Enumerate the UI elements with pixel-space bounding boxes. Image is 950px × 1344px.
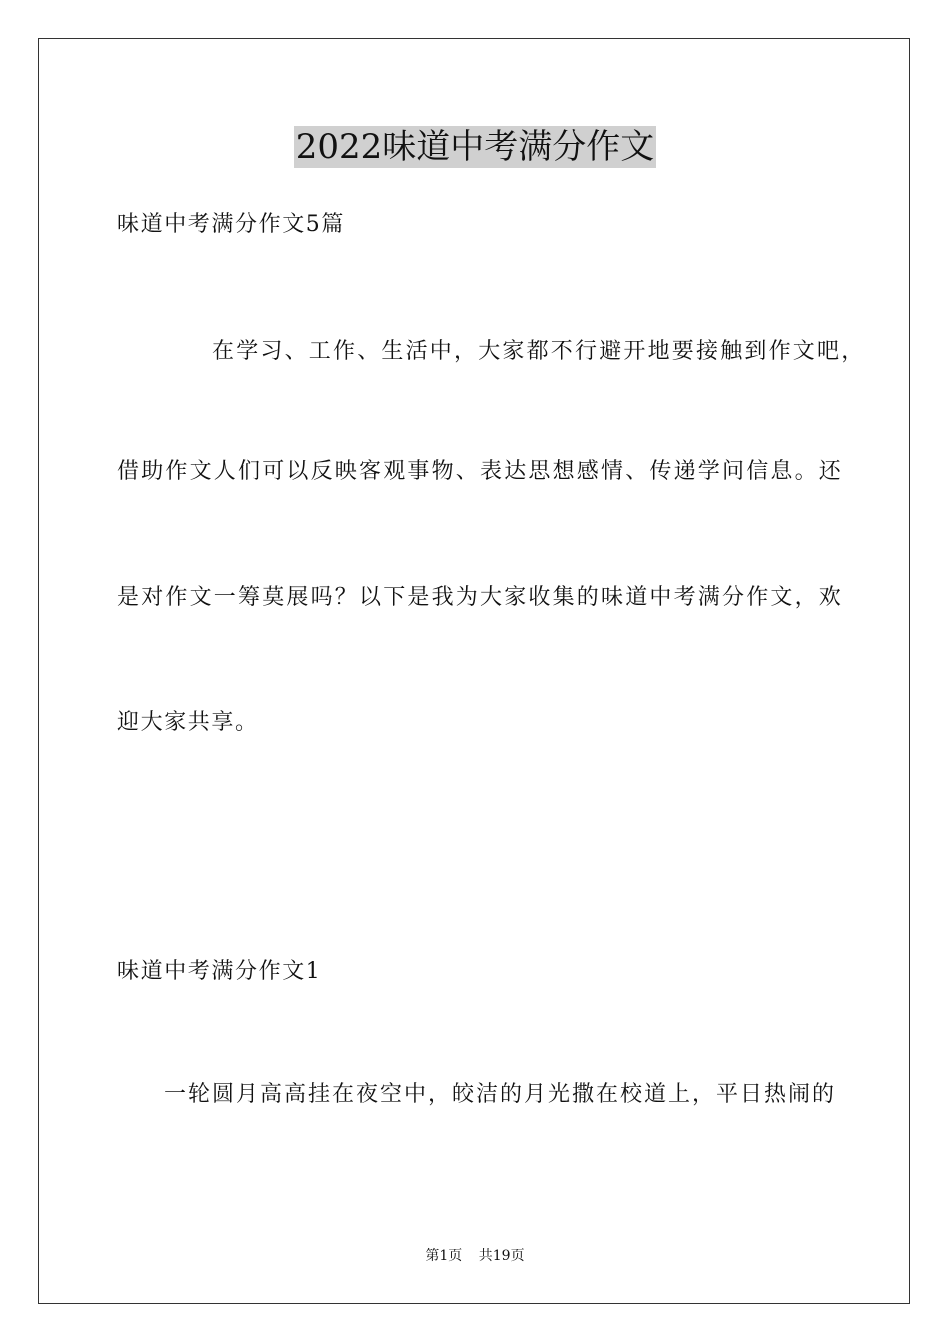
page-number: 第1页	[425, 1248, 463, 1264]
document-title: 2022味道中考满分作文	[295, 127, 655, 167]
intro-line-3: 是对作文一筹莫展吗？以下是我为大家收集的味道中考满分作文，欢	[117, 585, 844, 610]
document-subtitle: 味道中考满分作文5篇	[117, 212, 345, 237]
intro-line-4: 迎大家共享。	[117, 710, 259, 735]
intro-line-2: 借助作文人们可以反映客观事物、表达思想感情、传递学问信息。还	[117, 459, 844, 484]
page-total: 共19页	[478, 1248, 525, 1264]
intro-line-1: 在学习、工作、生活中，大家都不行避开地要接触到作文吧，	[212, 339, 866, 364]
section-heading: 味道中考满分作文1	[117, 959, 322, 984]
section-first-line: 一轮圆月高高挂在夜空中，皎洁的月光撒在校道上，平日热闹的	[164, 1082, 837, 1107]
title-container	[0, 126, 950, 168]
page-footer	[0, 1246, 950, 1266]
